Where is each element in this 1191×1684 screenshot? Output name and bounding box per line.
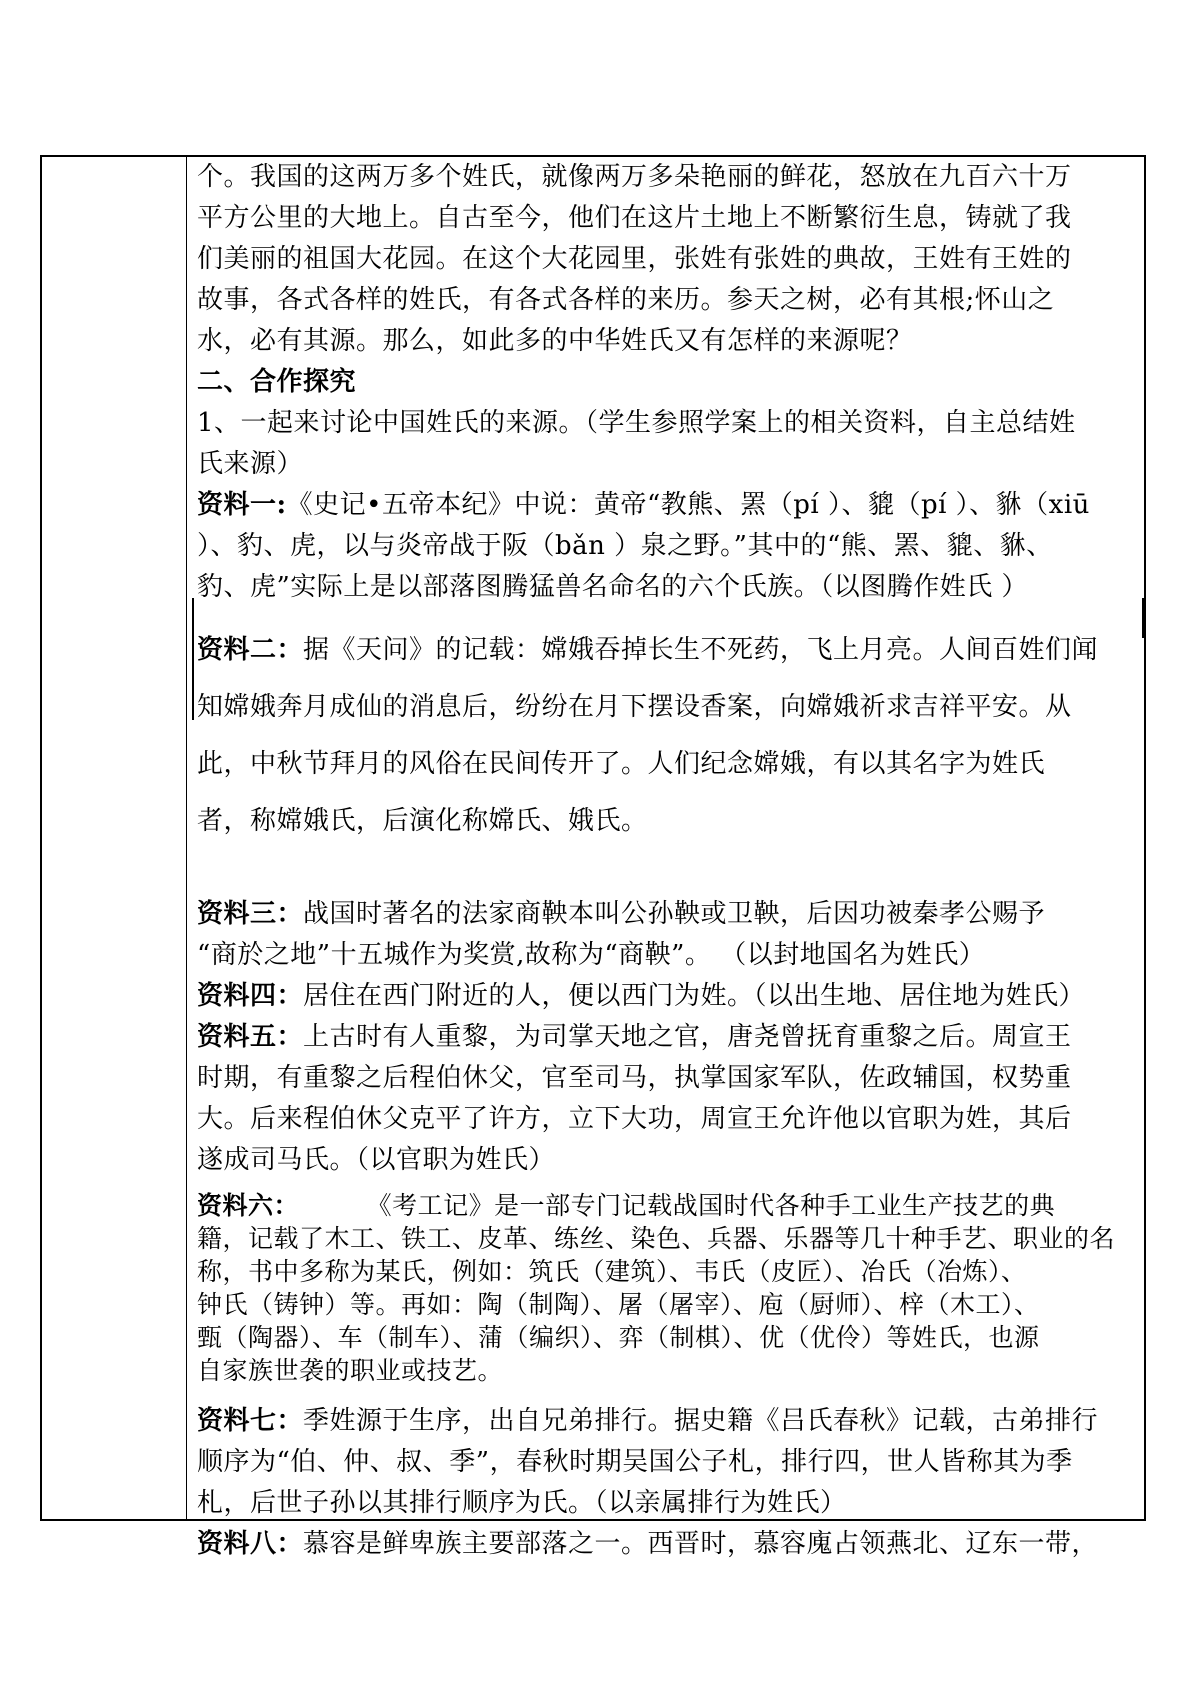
material-6 [197, 1189, 1137, 1387]
intro-paragraph [197, 157, 1137, 362]
table-content-cell [197, 157, 1137, 1565]
text-line: 自家族世袭的职业或技艺。 [197, 1356, 504, 1385]
table-left-column [42, 157, 187, 1519]
text-line: 此，中秋节拜月的风俗在民间传开了。人们纪念嫦娥，有以其名字为姓氏 [197, 749, 1046, 779]
text-line: 战国时著名的法家商鞅本叫公孙鞅或卫鞅，后因功被秦孝公赐予 [303, 899, 1046, 929]
inner-border-segment [1142, 598, 1144, 638]
material-label: 资料五： [197, 1022, 304, 1052]
text-line: 遂成司马氏。（以官职为姓氏） [197, 1145, 556, 1175]
text-line: 水，必有其源。那么，如此多的中华姓氏又有怎样的来源呢？ [197, 326, 913, 356]
text-line: 季姓源于生序，出自兄弟排行。据史籍《吕氏春秋》记载，古弟排行 [303, 1406, 1099, 1436]
text-line: 故事，各式各样的姓氏，有各式各样的来历。参天之树，必有其根;怀山之 [197, 285, 1055, 315]
text-line: ）、豹、虎，以与炎帝战于阪（bǎn ）泉之野。”其中的“熊、罴、貔、貅、 [197, 531, 1053, 561]
text-line: 《考工记》是一部专门记载战国时代各种手工业生产技艺的典 [299, 1191, 1056, 1220]
text-line: 时期，有重黎之后程伯休父，官至司马，执掌国家军队，佐政辅国，权势重 [197, 1063, 1072, 1093]
text-line: 《史记•五帝本纪》中说：黄帝“教熊、罴（pí ）、貔（pí ）、貅（xiū [286, 490, 1090, 520]
material-3 [197, 894, 1137, 976]
text-line: 者，称嫦娥氏，后演化称嫦氏、娥氏。 [197, 806, 648, 836]
text-line: 大。后来程伯休父克平了许方，立下大功，周宣王允许他以官职为姓，其后 [197, 1104, 1072, 1134]
lesson-table [40, 155, 1146, 1559]
material-label: 资料八： [197, 1529, 304, 1559]
text-line: 称，书中多称为某氏，例如：筑氏（建筑）、韦氏（皮匠）、冶氏（冶炼）、 [197, 1257, 1027, 1286]
material-label: 资料二： [197, 635, 304, 665]
material-label: 资料一: [197, 490, 287, 520]
material-7 [197, 1401, 1137, 1524]
material-label: 资料七： [197, 1406, 304, 1436]
text-line: 钟氏（铸钟）等。再如：陶（制陶）、屠（屠宰）、庖（厨师）、梓（木工）、 [197, 1290, 1040, 1319]
question-paragraph [197, 403, 1137, 485]
material-2 [197, 622, 1137, 850]
material-5 [197, 1017, 1137, 1181]
text-line: 慕容是鲜卑族主要部落之一。西晋时，慕容廆占领燕北、辽东一带， [303, 1529, 1099, 1559]
material-8 [197, 1524, 1137, 1565]
text-line: 甄（陶器）、车（制车）、蒲（编织）、弈（制棋）、优（优伶）等姓氏，也源 [197, 1323, 1040, 1352]
text-line: 上古时有人重黎，为司掌天地之官，唐尧曾抚育重黎之后。周宣王 [303, 1022, 1072, 1052]
text-line: 顺序为“伯、仲、叔、季”，春秋时期吴国公子札，排行四，世人皆称其为季 [197, 1447, 1073, 1477]
text-line: 居住在西门附近的人，便以西门为姓。（以出生地、居住地为姓氏） [303, 981, 1086, 1011]
material-label: 资料四： [197, 981, 304, 1011]
material-label: 资料六： [197, 1191, 300, 1220]
text-line: “商於之地”十五城作为奖赏,故称为“商鞅”。 （以封地国名为姓氏） [197, 940, 986, 970]
section-heading: 二、合作探究 [197, 367, 357, 397]
material-4 [197, 976, 1137, 1017]
text-line: 1、一起来讨论中国姓氏的来源。（学生参照学案上的相关资料，自主总结姓 [197, 408, 1076, 438]
text-line: 籍，记载了木工、铁工、皮革、练丝、染色、兵器、乐器等几十种手艺、职业的名 [197, 1224, 1116, 1253]
text-line: 据《天问》的记载：嫦娥吞掉长生不死药，飞上月亮。人间百姓们闻 [303, 635, 1099, 665]
text-line: 们美丽的祖国大花园。在这个大花园里，张姓有张姓的典故，王姓有王姓的 [197, 244, 1072, 274]
text-line: 氏来源） [197, 449, 304, 479]
material-1 [197, 485, 1137, 608]
material-label: 资料三： [197, 899, 304, 929]
inner-border-segment [192, 598, 194, 720]
text-line: 平方公里的大地上。自古至今，他们在这片土地上不断繁衍生息，铸就了我 [197, 203, 1072, 233]
text-line: 豹、虎”实际上是以部落图腾猛兽名命名的六个氏族。（以图腾作姓氏 ） [197, 572, 1029, 602]
text-line: 知嫦娥奔月成仙的消息后，纷纷在月下摆设香案，向嫦娥祈求吉祥平安。从 [197, 692, 1072, 722]
text-line: 札，后世子孙以其排行顺序为氏。（以亲属排行为姓氏） [197, 1488, 847, 1518]
text-line: 个。我国的这两万多个姓氏，就像两万多朵艳丽的鲜花，怒放在九百六十万 [197, 162, 1072, 192]
